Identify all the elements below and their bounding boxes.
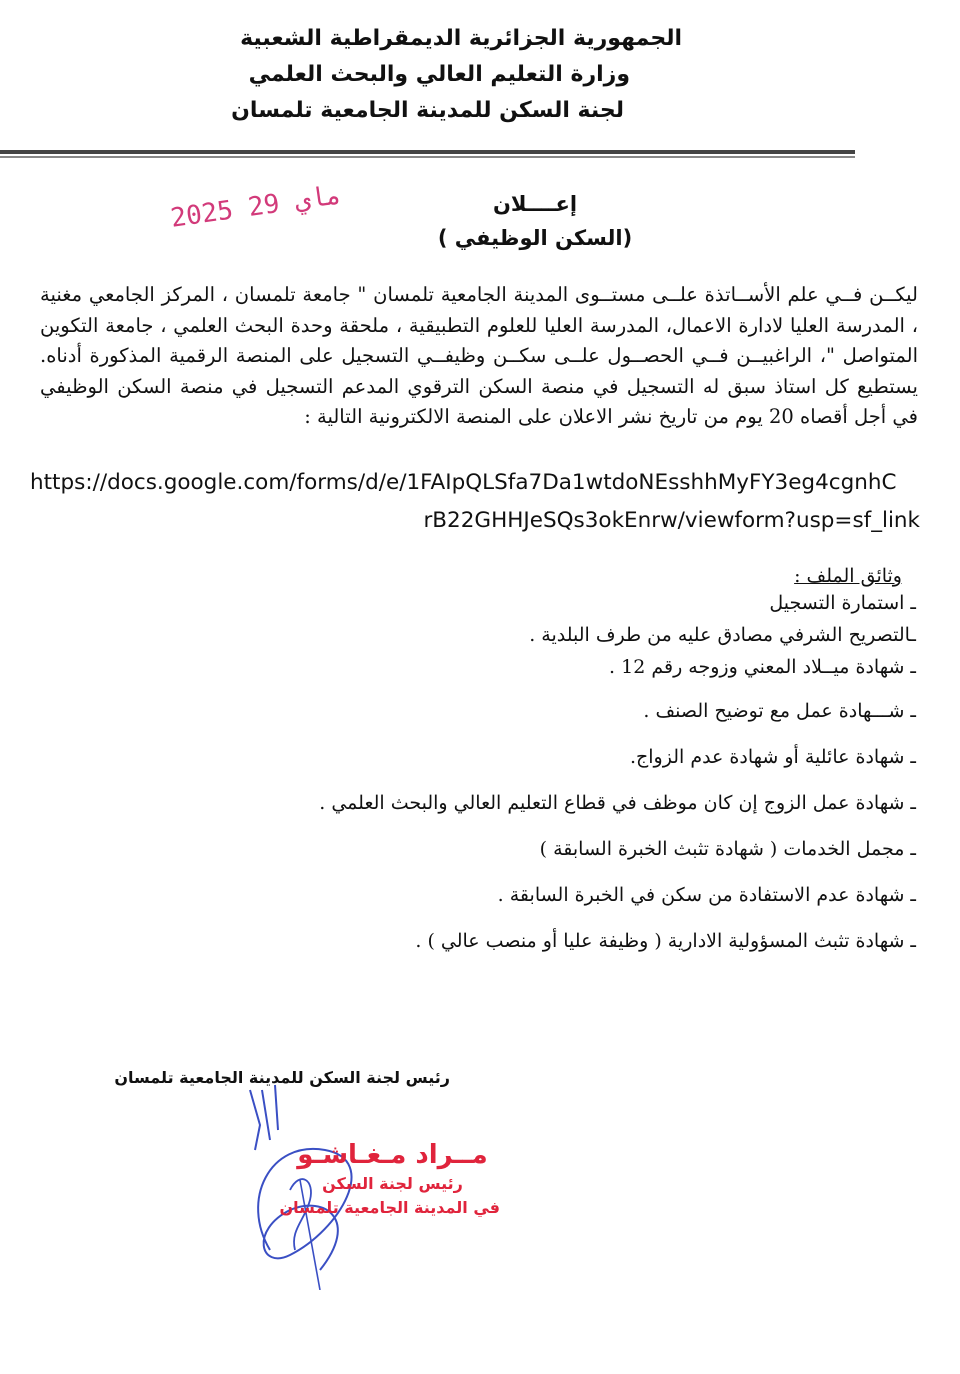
registration-link-line2[interactable]: rB22GHHJeSQs3okEnrw/viewform?usp=sf_link (423, 508, 920, 533)
header-divider-thin (0, 156, 855, 158)
date-stamp: 2025 ماي 29 (168, 180, 344, 234)
document-item: ـ شهادة عدم الاستفادة من سكن في الخبرة السابقة . (497, 884, 916, 906)
stamp-institution: في المدينة الجامعية تلمسان (279, 1198, 500, 1217)
header-committee: لجنة السكن للمدينة الجامعية تلمسان (231, 98, 624, 123)
document-item: ـ شهادة عائلية أو شهادة عدم الزواج. (629, 746, 916, 768)
announcement-paragraph: ليكــن فــي علم الأســاتذة علــى مستــوى المدينة الجامعية تلمسان " جامعة تلمسان ، المركز الجامعي مغنية ، المدرسة العليا لادارة الاعمال، المدرسة العليا للعلوم التطبيقية ، ملحقة وحدة البحث العلمي ، جامعة التكوين المتواصل "، الراغبيــن فــي الحصــول علــى سكــن وظيفــي التسجيل على المنصة الرقمية المذكورة أدناه. يستطيع كل استاذ سبق له التسجيل في منصة السكن الترقوي المدعم التسجيل في منصة السكن الوظيفي في أجل أقصاه 20 يوم من تاريخ نشر الاعلان على المنصة الالكترونية التالية : (40, 283, 918, 428)
document-item: ـ شهادة ميــلاد المعني وزوجه رقم 12 . (609, 656, 916, 678)
document-item: ـ شهادة عمل الزوج إن كان موظف في قطاع التعليم العالي والبحث العلمي . (319, 792, 916, 814)
announcement-title: إعــــلان (492, 192, 578, 216)
header-ministry: وزارة التعليم العالي والبحث العلمي (248, 62, 630, 87)
header-divider (0, 150, 855, 154)
document-item: ـ شهادة تثبث المسؤولية الادارية ( وظيفة عليا أو منصب عالي ) . (415, 930, 916, 952)
stamp-role: رئيس لجنة السكن (322, 1174, 463, 1193)
stamp-name: مــراد مـغـاشـو (297, 1140, 488, 1170)
announcement-subtitle: (السكن الوظيفي ) (437, 226, 633, 250)
document-item: ـالتصريح الشرفي مصادق عليه من طرف البلدية . (529, 624, 916, 646)
registration-link-line1[interactable]: https://docs.google.com/forms/d/e/1FAIpQLSfa7Da1wtdoNEsshhMyFY3eg4cgnhC (30, 470, 897, 495)
document-item: ـ شـــهادة عمل مع توضيح الصنف . (643, 700, 916, 722)
document-item: ـ استمارة التسجيل (769, 592, 916, 614)
documents-title: وثائق الملف : (794, 565, 902, 587)
header-republic: الجمهورية الجزائرية الديمقراطية الشعبية (240, 26, 682, 51)
signatory-title: رئيس لجنة السكن للمدينة الجامعية تلمسان (114, 1068, 450, 1087)
document-item: ـ مجمل الخدمات ( شهادة تثبث الخبرة السابقة ) (539, 838, 916, 860)
